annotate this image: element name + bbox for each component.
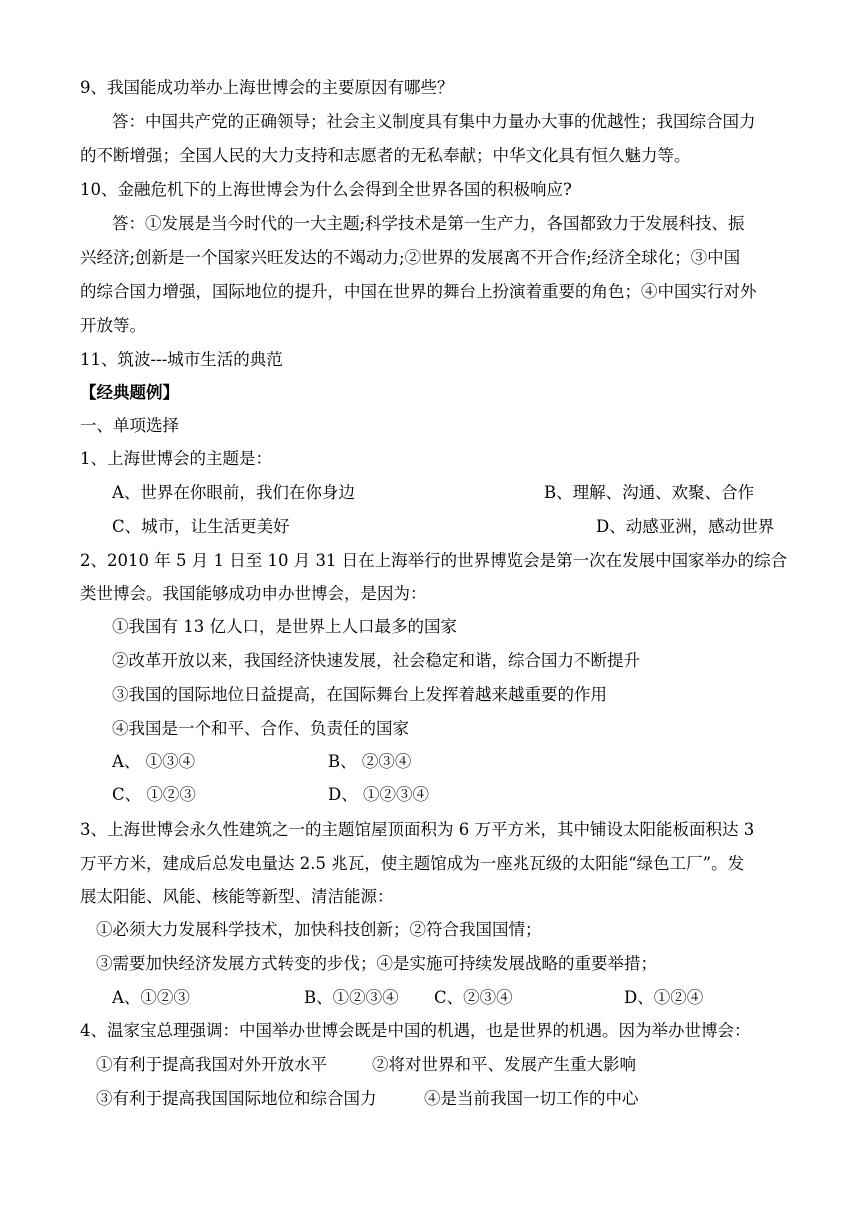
mc2-option-b: B、 ②③④: [328, 752, 412, 771]
mc3-question-line-2: 万平方米，建成后总发电量达 2.5 兆瓦，使主题馆成为一座兆瓦级的太阳能“绿色工厂”。发: [80, 854, 745, 873]
q10-answer-line-4: 开放等。: [80, 316, 146, 335]
mc1-option-b: B、理解、沟通、欢聚、合作: [544, 483, 755, 502]
mc2-question-line-1: 2、2010 年 5 月 1 日至 10 月 31 日在上海举行的世界博览会是第一次在发展中国家举办的综合: [80, 551, 788, 570]
mc2-statement-3: ③我国的国际地位日益提高，在国际舞台上发挥着越来越重要的作用: [112, 685, 607, 704]
mc2-statement-1: ①我国有 13 亿人口，是世界上人口最多的国家: [112, 617, 457, 636]
mc4-statement-2: ②将对世界和平、发展产生重大影响: [372, 1055, 636, 1074]
mc1-question: 1、上海世博会的主题是：: [80, 449, 272, 468]
section-title: 【经典题例】: [80, 383, 179, 402]
mc4-statement-1: ①有利于提高我国对外开放水平: [96, 1055, 327, 1074]
mc2-statement-4: ④我国是一个和平、合作、负责任的国家: [112, 719, 409, 738]
mc3-option-c: C、②③④: [434, 988, 513, 1007]
mc1-option-a: A、世界在你眼前，我们在你身边: [112, 483, 355, 502]
mc3-option-b: B、①②③④: [304, 988, 399, 1007]
q10-question: 10、金融危机下的上海世博会为什么会得到全世界各国的积极响应?: [80, 180, 572, 199]
mc2-option-d: D、 ①②③④: [328, 785, 429, 804]
mc1-option-c: C、城市，让生活更美好: [112, 517, 290, 536]
mc2-question-line-2: 类世博会。我国能够成功申办世博会，是因为：: [80, 584, 427, 603]
mc3-statements-1-2: ①必须大力发展科学技术，加快科技创新；②符合我国国情；: [96, 920, 542, 939]
q10-answer-line-2: 兴经济;创新是一个国家兴旺发达的不竭动力;②世界的发展离不开合作;经济全球化；③中国: [80, 248, 741, 267]
q9-answer-line-2: 的不断增强；全国人民的大力支持和志愿者的无私奉献；中华文化具有恒久魅力等。: [80, 146, 691, 165]
mc4-question: 4、温家宝总理强调：中国举办世博会既是中国的机遇，也是世界的机遇。因为举办世博会：: [80, 1021, 751, 1040]
q10-answer-line-1: 答：①发展是当今时代的一大主题;科学技术是第一生产力，各国都致力于发展科技、振: [112, 214, 745, 233]
mc3-option-a: A、①②③: [112, 988, 190, 1007]
q9-answer-line-1: 答：中国共产党的正确领导；社会主义制度具有集中力量办大事的优越性；我国综合国力: [112, 112, 756, 131]
mc2-option-c: C、 ①②③: [112, 785, 196, 804]
mc3-question-line-1: 3、上海世博会永久性建筑之一的主题馆屋顶面积为 6 万平方米，其中铺设太阳能板面积达 3: [80, 820, 755, 839]
mc3-statements-3-4: ③需要加快经济发展方式转变的步伐；④是实施可持续发展战略的重要举措；: [96, 954, 657, 973]
part-title: 一、单项选择: [80, 416, 179, 435]
q11-text: 11、筑波---城市生活的典范: [80, 350, 283, 369]
mc3-option-d: D、①②④: [624, 988, 704, 1007]
q9-question: 9、我国能成功举办上海世博会的主要原因有哪些？: [80, 78, 454, 97]
mc1-option-d: D、动感亚洲，感动世界: [596, 517, 775, 536]
mc4-statement-3: ③有利于提高我国国际地位和综合国力: [96, 1089, 377, 1108]
mc3-question-line-3: 展太阳能、风能、核能等新型、清洁能源：: [80, 887, 394, 906]
q10-answer-line-3: 的综合国力增强，国际地位的提升，中国在世界的舞台上扮演着重要的角色；④中国实行对外: [80, 282, 757, 301]
mc2-statement-2: ②改革开放以来，我国经济快速发展，社会稳定和谐，综合国力不断提升: [112, 651, 640, 670]
mc2-option-a: A、 ①③④: [112, 752, 196, 771]
mc4-statement-4: ④是当前我国一切工作的中心: [424, 1089, 639, 1108]
